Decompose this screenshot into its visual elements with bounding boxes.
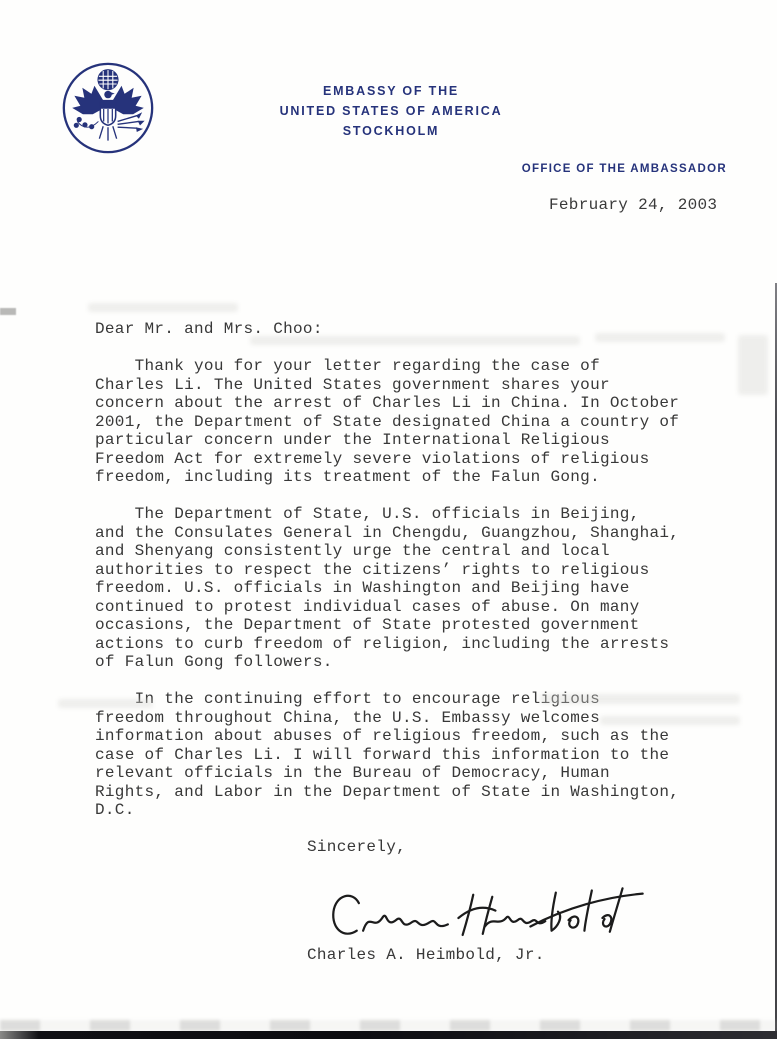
body-line: D.C.: [95, 801, 135, 819]
letterhead-line-city: STOCKHOLM: [342, 124, 440, 138]
salutation: Dear Mr. and Mrs. Choo:: [95, 320, 323, 338]
paragraph-1: [95, 357, 715, 487]
body-line: and the Consulates General in Chengdu, Guangzhou, Shanghai,: [95, 523, 680, 542]
body-line: Thank you for your letter regarding the case of: [95, 357, 600, 375]
scan-bottom-edge-band: [0, 1031, 777, 1039]
body-line: freedom, including its treatment of the Falun Gong.: [95, 468, 600, 486]
body-line: case of Charles Li. I will forward this information to the: [95, 745, 670, 764]
body-line: 2001, the Department of State designated China a country of: [95, 412, 680, 431]
scan-edge-mark: [0, 308, 16, 315]
scan-bottom-smudge: [0, 1020, 777, 1031]
paragraph-2: [95, 505, 715, 672]
handwritten-signature: [322, 882, 652, 954]
body-line: continued to protest individual cases of abuse. On many: [95, 597, 640, 616]
body-line: information about abuses of religious freedom, such as the: [95, 727, 670, 745]
body-line: particular concern under the International Religious: [95, 431, 610, 449]
body-line: authorities to respect the citizens’ rights to religious: [95, 560, 650, 579]
body-line: of Falun Gong followers.: [95, 653, 333, 671]
letterhead: [240, 81, 542, 141]
body-line: freedom throughout China, the U.S. Embassy welcomes: [95, 708, 600, 727]
body-line: and Shenyang consistently urge the central and local: [95, 542, 610, 560]
closing-sincerely: Sincerely,: [307, 838, 407, 856]
great-seal-icon: [60, 58, 156, 158]
body-line: occasions, the Department of State protested government: [95, 616, 640, 634]
date-line: February 24, 2003: [549, 196, 718, 214]
letterhead-line-embassy: EMBASSY OF THE: [322, 84, 460, 98]
scan-smudge: [88, 303, 238, 312]
office-of-the-ambassador-label: OFFICE OF THE AMBASSADOR: [521, 163, 727, 175]
body-line: In the continuing effort to encourage religious: [95, 690, 600, 708]
body-line: freedom. U.S. officials in Washington and Beijing have: [95, 579, 630, 597]
paragraph-3: [95, 690, 715, 820]
body-line: actions to curb freedom of religion, including the arrests: [95, 634, 670, 653]
body-line: Freedom Act for extremely severe violations of religious: [95, 449, 650, 468]
letterhead-line-country: UNITED STATES OF AMERICA: [279, 104, 503, 118]
body-line: Charles Li. The United States government shares your: [95, 375, 610, 394]
body-line: Rights, and Labor in the Department of State in Washington,: [95, 782, 680, 801]
body-line: relevant officials in the Bureau of Democracy, Human: [95, 764, 610, 782]
body-line: The Department of State, U.S. officials in Beijing,: [95, 505, 640, 523]
typed-signature-name: Charles A. Heimbold, Jr.: [307, 946, 545, 964]
letter-body: [95, 320, 715, 857]
body-line: concern about the arrest of Charles Li in China. In October: [95, 394, 680, 412]
scan-smudge: [738, 335, 768, 395]
